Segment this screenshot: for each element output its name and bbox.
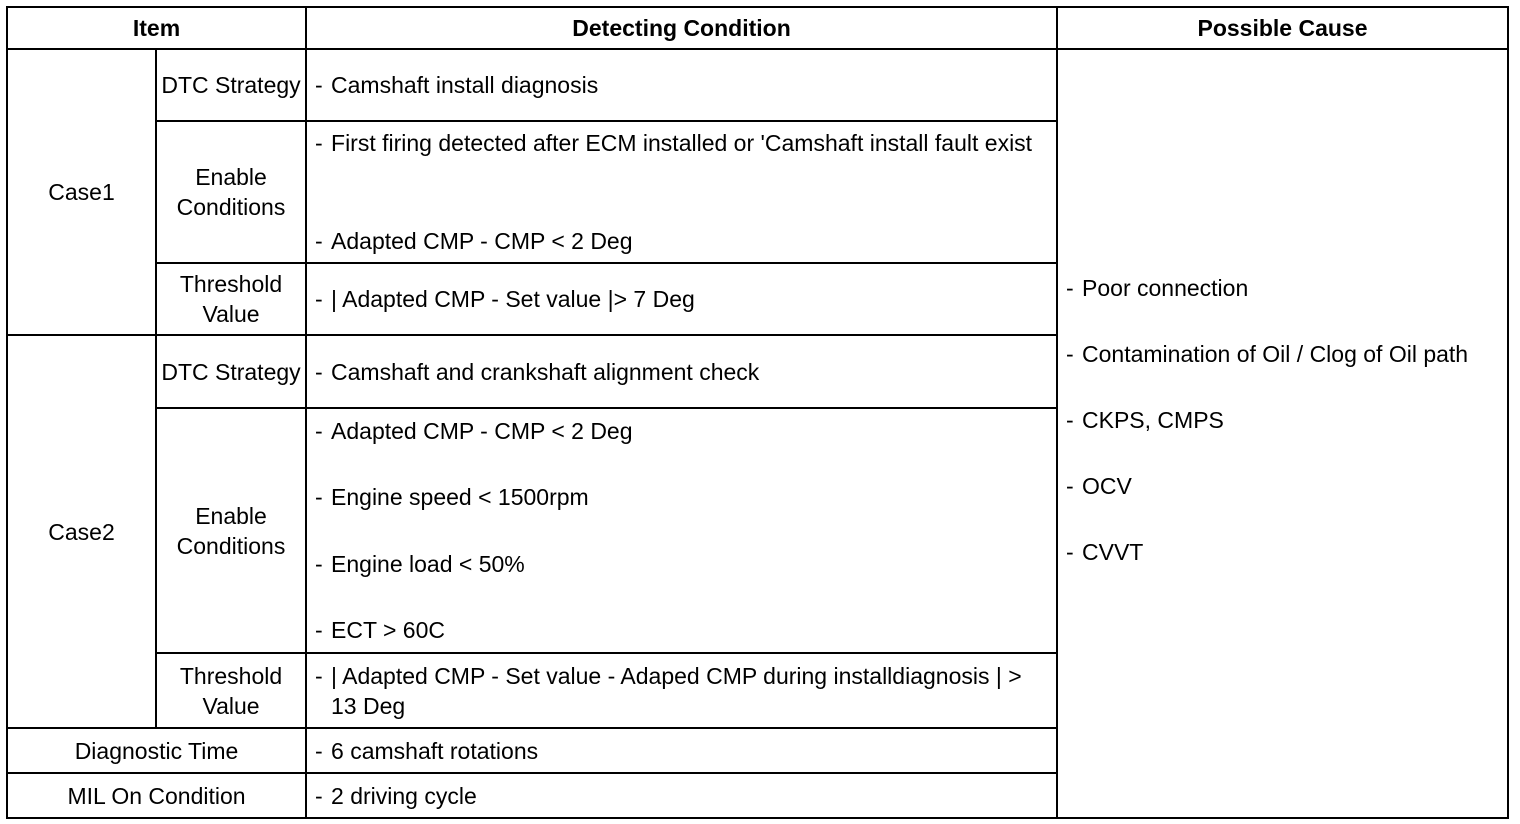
cause-item: - Poor connection [1066,275,1249,301]
bullet-dash: - [315,782,323,809]
bullet-dash: - [1066,473,1074,499]
diagnostic-time-label: Diagnostic Time [7,728,306,773]
case2-dtc-value: Camshaft and crankshaft alignment check [331,358,760,385]
case1-threshold-label: Threshold Value [156,263,306,335]
bullet-dash: - [315,737,323,764]
cause-item: - CVVT [1066,539,1144,565]
header-possible-cause: Possible Cause [1057,7,1508,49]
mil-on-value: 2 driving cycle [331,782,477,809]
case1-dtc-value-cell [306,49,1057,121]
case2-enable-item: - Adapted CMP - CMP < 2 Deg [315,418,633,444]
cause-item: - Contamination of Oil / Clog of Oil path [1066,341,1469,367]
diagnostic-time-value: 6 camshaft rotations [331,737,539,764]
case2-threshold-value: | Adapted CMP - Set value - Adaped CMP during installdiagnosis | > 13 Deg [331,662,1022,719]
case1-dtc-label: DTC Strategy [156,49,306,121]
bullet-dash: - [315,418,323,444]
bullet-dash: - [315,130,323,156]
possible-cause-cell [1057,49,1508,818]
bullet-dash: - [315,550,323,577]
case1-enable-item: - First firing detected after ECM installed or 'Camshaft install fault exist [315,130,1033,156]
case1-dtc-row [7,49,1508,121]
bullet-dash: - [315,484,323,511]
case2-enable-cell [306,408,1057,653]
bullet-dash: - [1066,275,1074,301]
case2-enable-item: - Engine speed < 1500rpm [315,484,589,511]
case1-label: Case1 [7,49,156,335]
header-detecting-condition: Detecting Condition [306,7,1057,49]
case2-threshold-label: Threshold Value [156,653,306,728]
cause-item: - CKPS, CMPS [1066,407,1224,433]
bullet-dash: - [315,286,323,312]
bullet-dash: - [315,228,323,254]
bullet-dash: - [315,616,323,643]
case2-enable-item: - Engine load < 50% [315,550,525,577]
diagnostic-table [6,6,1509,819]
case1-enable-item: - Adapted CMP - CMP < 2 Deg [315,228,633,254]
case2-dtc-label: DTC Strategy [156,335,306,408]
case2-enable-label: Enable Conditions [156,408,306,653]
bullet-dash: - [315,72,323,98]
bullet-dash: - [315,662,323,689]
case1-enable-label: Enable Conditions [156,121,306,263]
bullet-dash: - [1066,539,1074,565]
case1-dtc-value: Camshaft install diagnosis [331,72,599,98]
diagnostic-time-cell [306,728,1057,773]
case2-threshold-cell [306,653,1057,728]
header-row [7,7,1508,49]
mil-on-label: MIL On Condition [7,773,306,818]
header-item: Item [7,7,306,49]
bullet-dash: - [1066,341,1074,367]
case2-dtc-value-cell [306,335,1057,408]
cause-item: - OCV [1066,473,1132,499]
mil-on-cell [306,773,1057,818]
case1-threshold-cell [306,263,1057,335]
case2-label: Case2 [7,335,156,728]
case1-threshold-value: | Adapted CMP - Set value |> 7 Deg [331,286,695,312]
case2-enable-item: - ECT > 60C [315,616,446,643]
bullet-dash: - [1066,407,1074,433]
bullet-dash: - [315,358,323,385]
case1-enable-cell [306,121,1057,263]
